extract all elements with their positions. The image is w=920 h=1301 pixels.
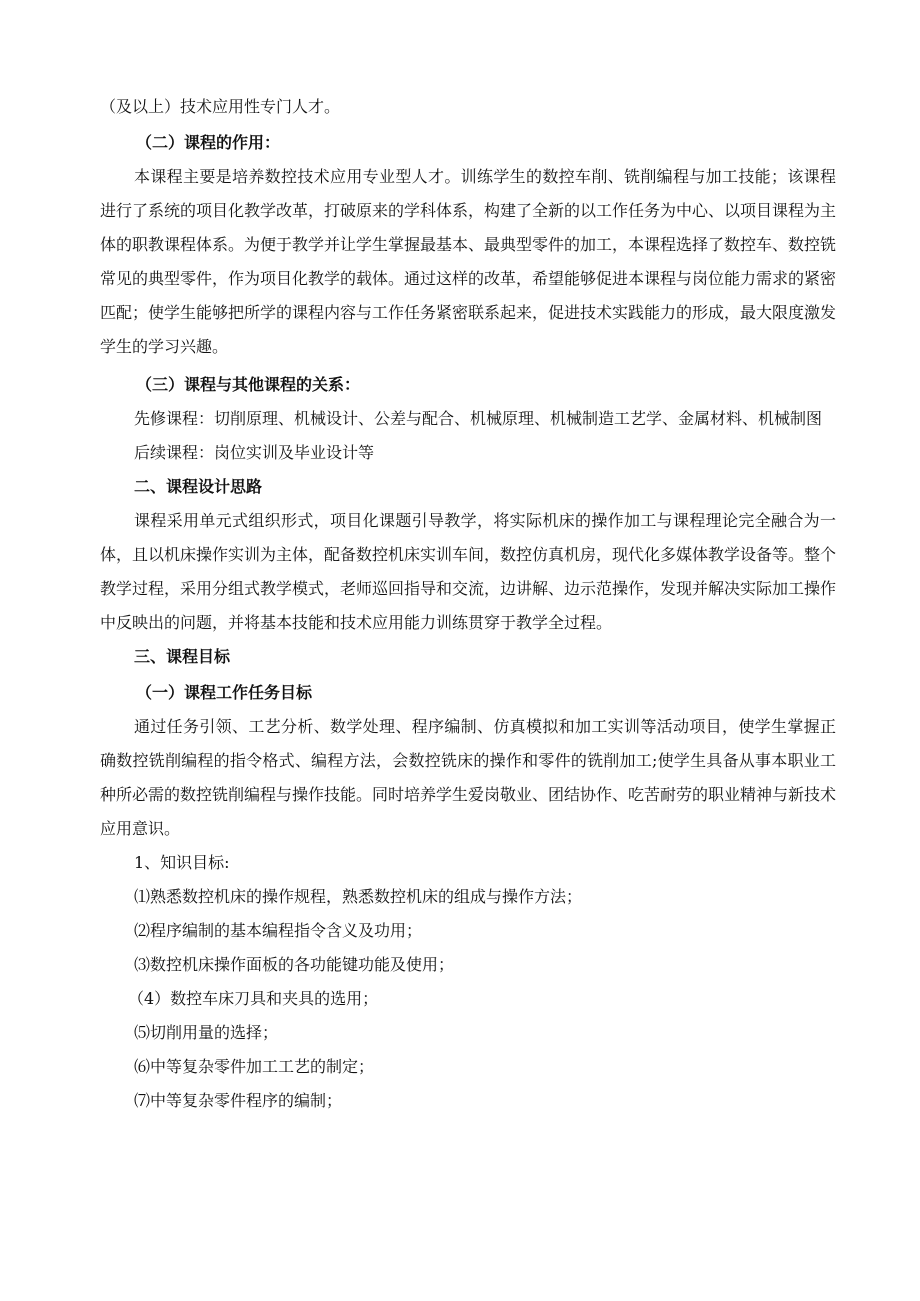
course-role-paragraph: 本课程主要是培养数控技术应用专业型人才。训练学生的数控车削、铣削编程与加工技能；该课程进行了系统的项目化教学改革，打破原来的学科体系，构建了全新的以工作任务为中心、以项目课程为主体的职教课程体系。为便于教学并让学生掌握最基本、最典型零件的加工，本课程选择了数控车、数控铣常见的典型零件，作为项目化教学的载体。通过这样的改革，希望能够促进本课程与岗位能力需求的紧密匹配；使学生能够把所学的课程内容与工作任务紧密联系起来，促进技术实践能力的形成，最大限度激发学生的学习兴趣。 <box>100 167 837 356</box>
follow-up-courses-paragraph: 后续课程：岗位实训及毕业设计等 <box>134 443 375 462</box>
heading-task-goals: （一）课程工作任务目标 <box>136 683 313 702</box>
course-design-paragraph: 课程采用单元式组织形式，项目化课题引导教学，将实际机床的操作加工与课程理论完全融合为一体，且以机床操作实训为主体，配备数控机床实训车间，数控仿真机房，现代化多媒体教学设备等。整个教学过程，采用分组式教学模式，老师巡回指导和交流，边讲解、边示范操作，发现并解决实际加工操作中反映出的问题，并将基本技能和技术应用能力训练贯穿于教学全过程。 <box>100 511 837 632</box>
knowledge-item: ⑺中等复杂零件程序的编制； <box>134 1091 343 1110</box>
knowledge-item: ⑹中等复杂零件加工工艺的制定； <box>134 1057 375 1076</box>
heading-course-role: （二）课程的作用： <box>136 133 281 152</box>
knowledge-goals-title: 1、知识目标: <box>134 853 230 872</box>
prerequisite-courses-paragraph: 先修课程：切削原理、机械设计、公差与配合、机械原理、机械制造工艺学、金属材料、机械制图 <box>134 409 823 428</box>
intro-tail-paragraph: （及以上）技术应用性专门人才。 <box>100 97 341 116</box>
heading-course-relation: （三）课程与其他课程的关系： <box>136 375 361 394</box>
task-goals-paragraph: 通过任务引领、工艺分析、数学处理、程序编制、仿真模拟和加工实训等活动项目，使学生掌握正确数控铣削编程的指令格式、编程方法，会数控铣床的操作和零件的铣削加工;使学生具备从事本职业工种所必需的数控铣削编程与操作技能。同时培养学生爱岗敬业、团结协作、吃苦耐劳的职业精神与新技术应用意识。 <box>100 717 837 838</box>
knowledge-item: ⑸切削用量的选择； <box>134 1023 279 1042</box>
heading-course-goals: 三、课程目标 <box>134 647 231 666</box>
knowledge-item: ⑴熟悉数控机床的操作规程，熟悉数控机床的组成与操作方法； <box>134 887 583 906</box>
document-page <box>100 90 836 1118</box>
knowledge-item: ⑶数控机床操作面板的各功能键功能及使用； <box>134 955 455 974</box>
knowledge-item: ⑵程序编制的基本编程指令含义及功用； <box>134 921 423 940</box>
knowledge-item: （4）数控车床刀具和夹具的选用； <box>128 989 379 1008</box>
heading-course-design: 二、课程设计思路 <box>134 477 263 496</box>
